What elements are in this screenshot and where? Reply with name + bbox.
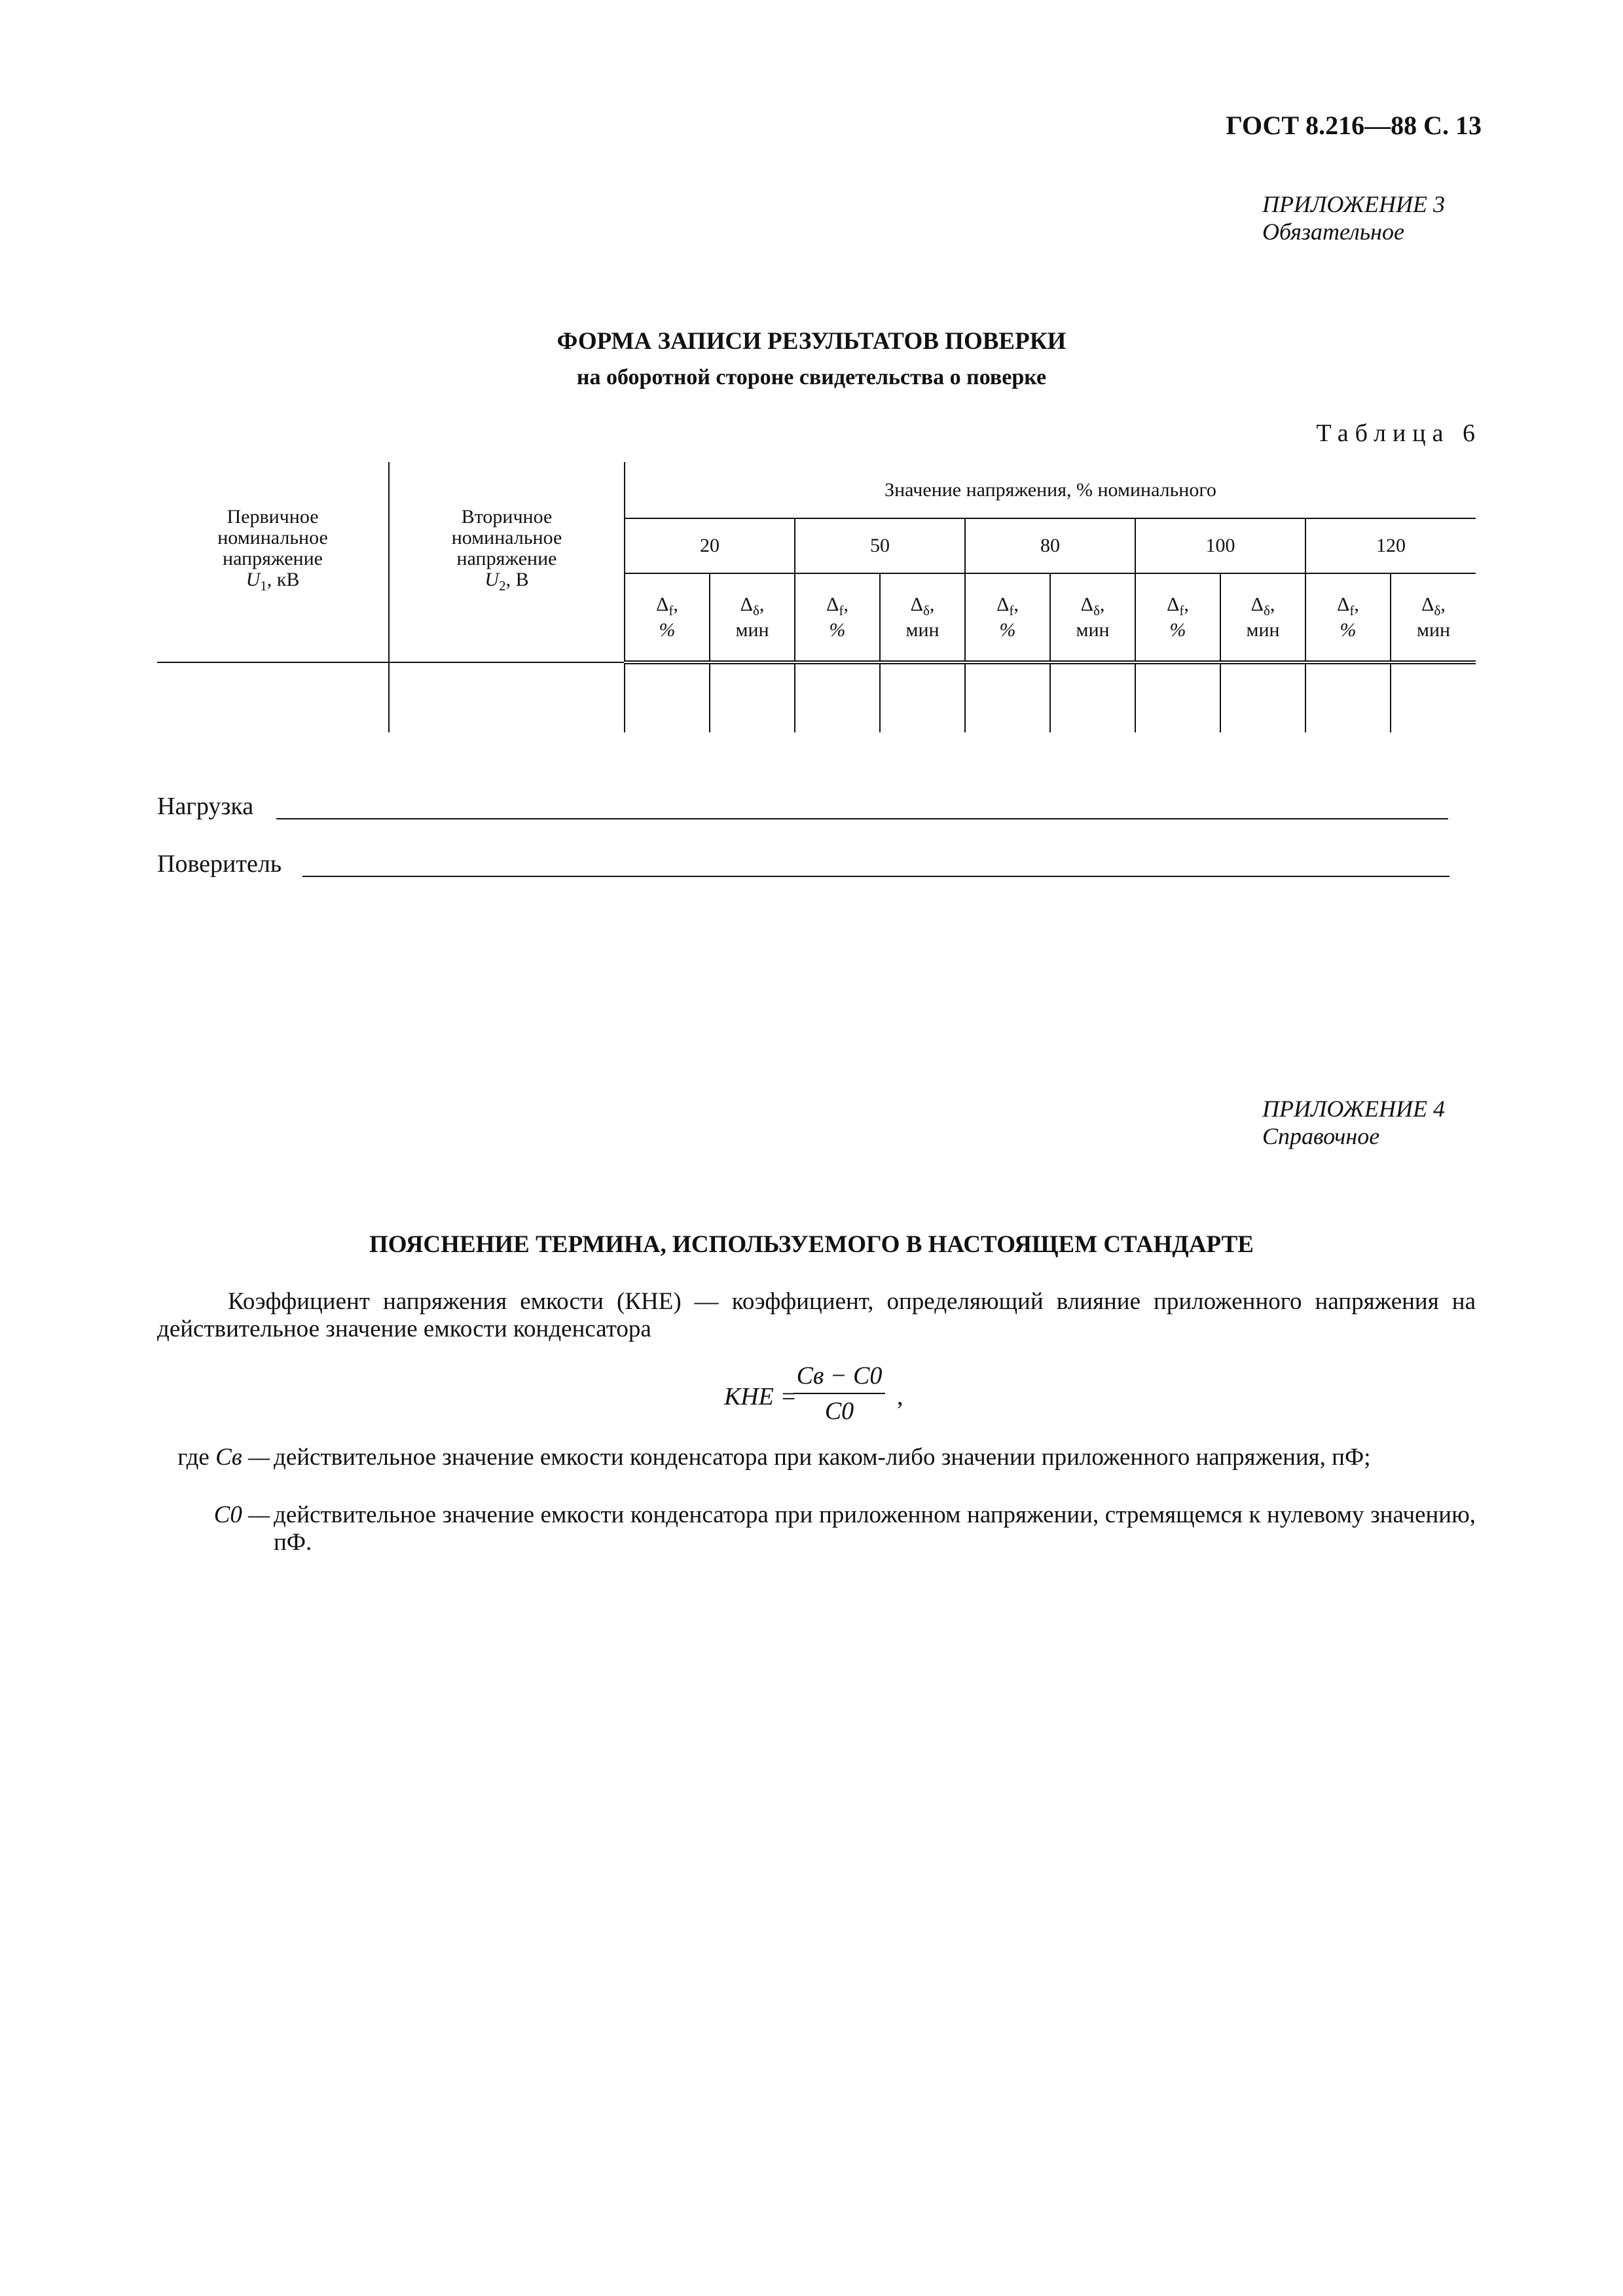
- table-cell[interactable]: [157, 662, 389, 732]
- khe-formula: [0, 1361, 1623, 1440]
- primary-voltage-header: Первичное номинальное напряжение $U_1$, кВ: [157, 462, 389, 662]
- table-cell[interactable]: [965, 662, 1050, 732]
- term-text: действительное значение емкости конденсатора при приложенном напряжении, стремящемся к нулевому значению, пФ.: [274, 1501, 1476, 1556]
- verifier-label: Поверитель: [157, 850, 282, 878]
- secondary-voltage-header: Вторичное номинальное напряжение $U_2$, В: [389, 462, 625, 662]
- verifier-input-line[interactable]: [302, 876, 1450, 877]
- delta-f-header: $\Delta_f$, %: [965, 573, 1050, 662]
- term-text: действительное значение емкости конденсатора при каком-либо значении приложенного напряжения, пФ;: [274, 1444, 1371, 1471]
- table-cell[interactable]: [1305, 662, 1391, 732]
- table-row: [157, 662, 1476, 732]
- level-header: 20: [625, 518, 795, 573]
- delta-f-header: $\Delta_f$, %: [625, 573, 710, 662]
- term-symbol: C0 —: [213, 1501, 270, 1528]
- delta-f-header: $\Delta_f$, %: [795, 573, 880, 662]
- load-label: Нагрузка: [157, 793, 254, 820]
- level-header: 80: [965, 518, 1135, 573]
- appendix-4-status: Справочное: [1262, 1123, 1380, 1149]
- delta-delta-header: $\Delta_\delta$, мин: [1391, 573, 1476, 662]
- table-cell[interactable]: [1050, 662, 1135, 732]
- appendix-4-label: ПРИЛОЖЕНИЕ 4: [1262, 1096, 1445, 1122]
- voltage-group-header: Значение напряжения, % номинального: [625, 462, 1476, 518]
- table-number: Таблица 6: [1316, 420, 1482, 447]
- appendix-3-status: Обязательное: [1262, 219, 1404, 245]
- formula-lhs: КНЕ =: [724, 1383, 797, 1410]
- table-cell[interactable]: [795, 662, 880, 732]
- load-input-line[interactable]: [276, 818, 1448, 819]
- table-cell[interactable]: [880, 662, 965, 732]
- delta-f-header: $\Delta_f$, %: [1305, 573, 1391, 662]
- formula-denominator: C0: [824, 1397, 854, 1425]
- table-cell[interactable]: [1391, 662, 1476, 732]
- term-title: ПОЯСНЕНИЕ ТЕРМИНА, ИСПОЛЬЗУЕМОГО В НАСТОЯЩЕМ СТАНДАРТЕ: [369, 1231, 1254, 1258]
- delta-delta-header: $\Delta_\delta$, мин: [1220, 573, 1305, 662]
- delta-delta-header: $\Delta_\delta$, мин: [880, 573, 965, 662]
- delta-f-header: $\Delta_f$, %: [1135, 573, 1220, 662]
- definition-intro: Коэффициент напряжения емкости (КНЕ) — коэффициент, определяющий влияние приложенного напряжения на действительное значение емкости конденсатора: [157, 1288, 1476, 1342]
- appendix-3-label: ПРИЛОЖЕНИЕ 3: [1262, 191, 1445, 217]
- formula-fraction: [793, 1361, 885, 1426]
- term-symbol: где Cв —: [177, 1444, 270, 1471]
- page-header: ГОСТ 8.216—88 С. 13: [1226, 111, 1482, 140]
- delta-delta-header: $\Delta_\delta$, мин: [710, 573, 795, 662]
- term-definition: [157, 1501, 1476, 1560]
- delta-delta-header: $\Delta_\delta$, мин: [1050, 573, 1135, 662]
- table-cell[interactable]: [1220, 662, 1305, 732]
- form-subtitle: на оборотной стороне свидетельства о поверке: [576, 365, 1047, 389]
- verification-results-table: [157, 462, 1476, 732]
- level-header: 100: [1135, 518, 1305, 573]
- table-cell[interactable]: [1135, 662, 1220, 732]
- form-title: ФОРМА ЗАПИСИ РЕЗУЛЬТАТОВ ПОВЕРКИ: [556, 328, 1067, 355]
- table-cell[interactable]: [710, 662, 795, 732]
- level-header: 120: [1305, 518, 1476, 573]
- table-cell[interactable]: [389, 662, 625, 732]
- fraction-bar: [793, 1393, 885, 1394]
- table-cell[interactable]: [625, 662, 710, 732]
- level-header: 50: [795, 518, 965, 573]
- formula-numerator: Cв − C0: [796, 1362, 883, 1390]
- formula-tail: ,: [897, 1383, 903, 1410]
- term-definition: [157, 1444, 1476, 1503]
